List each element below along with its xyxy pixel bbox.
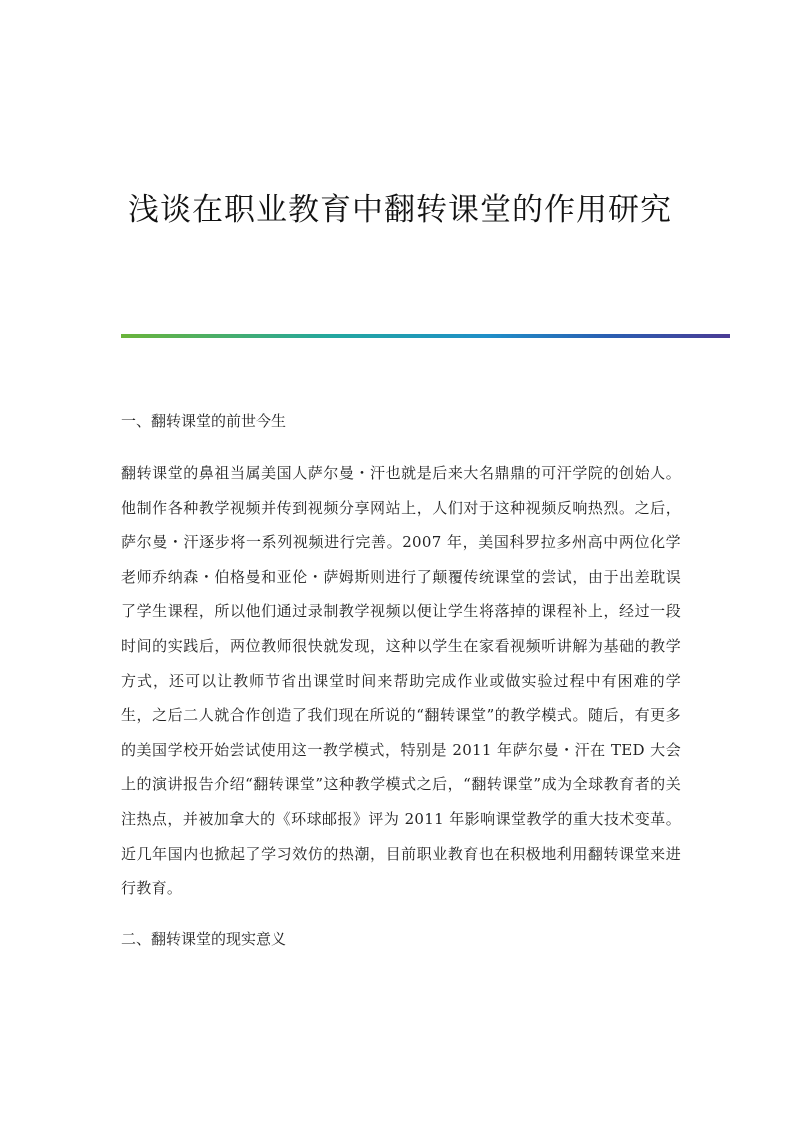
section-paragraph-1: 翻转课堂的鼻祖当属美国人萨尔曼・汗也就是后来大名鼎鼎的可汗学院的创始人。他制作各种教学视频并传到视频分享网站上，人们对于这种视频反响热烈。之后，萨尔曼・汗逐步将一系列视频进行完善。2007 年，美国科罗拉多州高中两位化学老师乔纳森・伯格曼和亚伦・萨姆斯则进行了颠覆传统课堂的尝试，由于出差耽误了学生课程，所以他们通过录制教学视频以便让学生将落掉的课程补上，经过一段时间的实践后，两位教师很快就发现，这种以学生在家看视频听讲解为基础的教学方式，还可以让教师节省出课堂时间来帮助完成作业或做实验过程中有困难的学生，之后二人就合作创造了我们现在所说的“翻转课堂”的教学模式。随后，有更多的美国学校开始尝试使用这一教学模式，特别是 2011 年萨尔曼・汗在 TED 大会上的演讲报告介绍“翻转课堂”这种教学模式之后，“翻转课堂”成为全球教育者的关注热点，并被加拿大的《环球邮报》评为 2011 年影响课堂教学的重大技术变革。近几年国内也掀起了学习效仿的热潮，目前职业教育也在积极地利用翻转课堂来进行教育。: [121, 464, 681, 898]
spacer: [121, 438, 681, 456]
title-divider-gradient: [121, 334, 730, 338]
spacer: [121, 906, 681, 922]
document-title: 浅谈在职业教育中翻转课堂的作用研究: [128, 192, 672, 228]
document-body: [121, 404, 681, 956]
section-heading-1: 一、翻转课堂的前世今生: [121, 412, 287, 430]
section-heading-2: 二、翻转课堂的现实意义: [121, 929, 287, 948]
